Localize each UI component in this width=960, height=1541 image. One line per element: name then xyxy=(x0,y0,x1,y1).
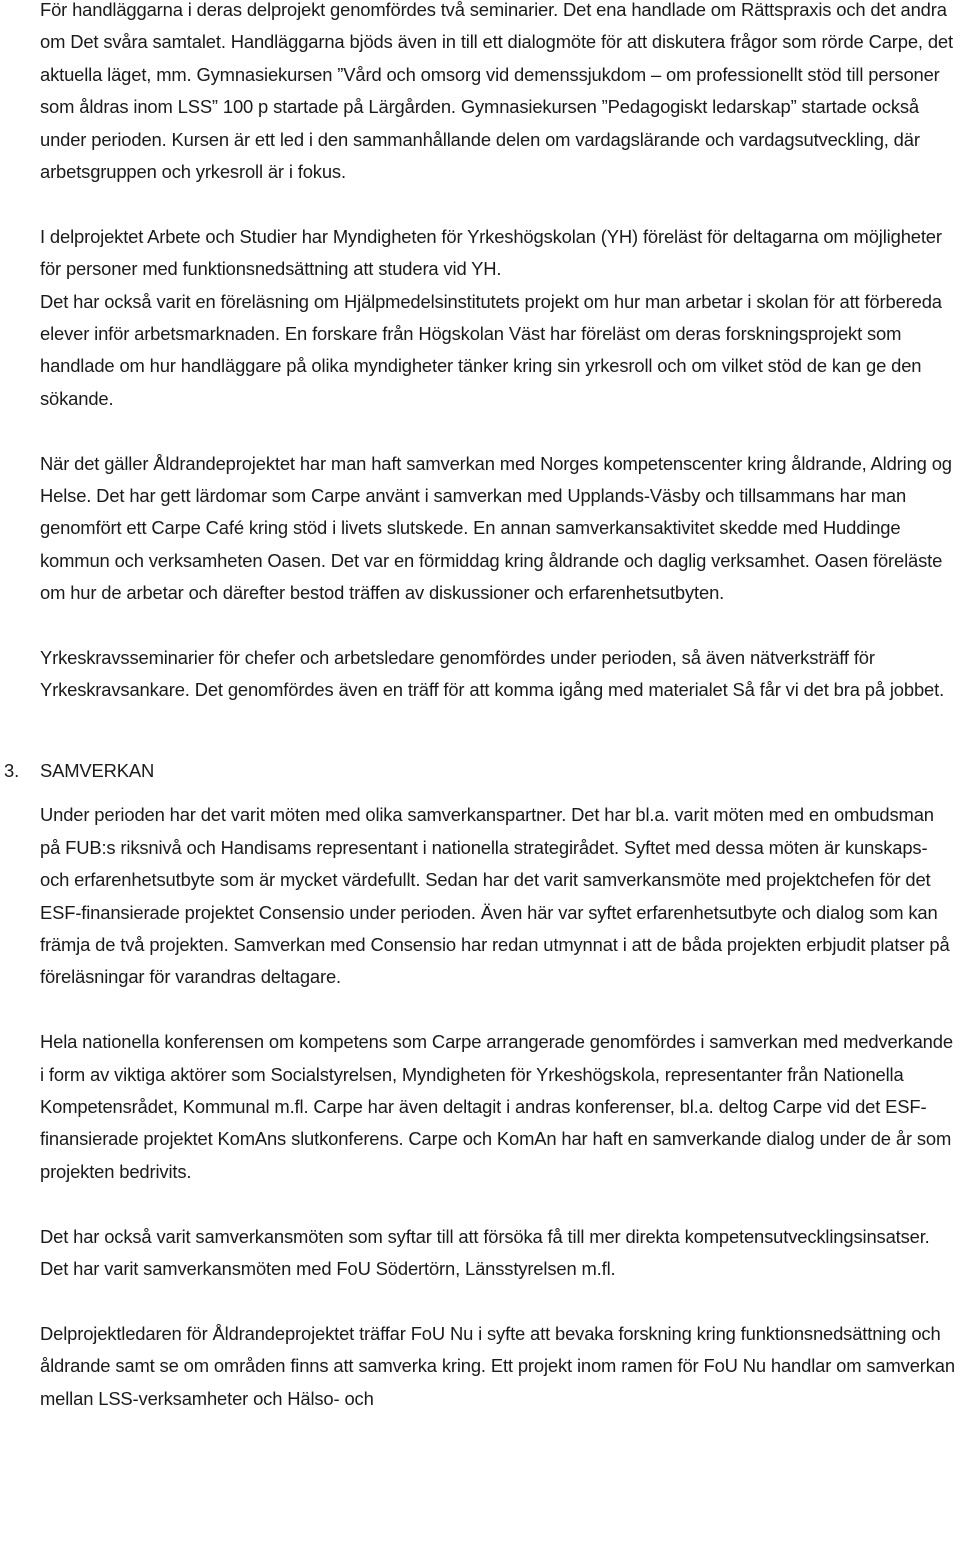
paragraph-collaboration-meetings: Det har också varit samverkansmöten som syftar till att försöka få till mer direkta kompetensutvecklingsinsatser. Det har varit samverkansmöten med FoU Södertörn, Länsstyrelsen m.fl. xyxy=(40,1225,930,1279)
paragraph-job-requirements: Yrkeskravsseminarier för chefer och arbetsledare genomfördes under perioden, så även nätverksträff för Yrkeskravsankare. Det genomfördes även en träff för att komma igång med materialet Så får vi det bra på jobbet. xyxy=(40,647,945,701)
paragraph-conference: Hela nationella konferensen om kompetens som Carpe arrangerade genomfördes i samverkan med medverkande i form av viktiga aktörer som Socialstyrelsen, Myndigheten för Yrkeshögskola, representanter från Nationella Kompetensrådet, Kommunal m.fl. Carpe har även deltagit i andras konferenser, bl.a. deltog Carpe vid det ESF-finansierade projektet KomAns slutkonferens. Carpe och KomAn har haft en samverkande dialog under de år som projekten bedrivits. xyxy=(40,1031,953,1182)
section-number: 3. xyxy=(4,759,20,781)
document-page xyxy=(4,0,958,1447)
paragraph-fou-nu: Delprojektledaren för Åldrandeprojektet träffar FoU Nu i syfte att bevaka forskning kring funktionsnedsättning och åldrande samt se om områden finns att samverka kring. Ett projekt inom ramen för FoU Nu handlar om samverkan mellan LSS-verksamheter och Hälso- och xyxy=(40,1322,955,1409)
paragraph-aging-project: När det gäller Åldrandeprojektet har man haft samverkan med Norges kompetenscenter kring åldrande, Aldring og Helse. Det har gett lärdomar som Carpe använt i samverkan med Upplands-Väsby och tillsammans har man genomfört ett Carpe Café kring stöd i livets slutskede. En annan samverkansaktivitet skedde med Huddinge kommun och verksamheten Oasen. Det var en förmiddag kring åldrande och daglig verksamhet. Oasen föreläste om hur de arbetar och därefter bestod träffen av diskussioner och erfarenhetsutbyten. xyxy=(40,452,952,604)
section-title: SAMVERKAN xyxy=(40,759,155,781)
paragraph-partners: Under perioden har det varit möten med olika samverkanspartner. Det har bl.a. varit möten med en ombudsman på FUB:s riksnivå och Handisams representant i nationella strategirådet. Syftet med dessa möten är kunskaps- och erfarenhetsutbyte som är mycket värdefullt. Sedan har det varit samverkansmöte med projektchefen för det ESF-finansierade projektet Consensio under perioden. Även här var syftet erfarenhetsutbyte och dialog som kan främja de två projekten. Samverkan med Consensio har redan utmynnat i att de båda projekten erbjudit platser på föreläsningar för varandras deltagare. xyxy=(40,804,950,988)
paragraph-work-and-studies: I delprojektet Arbete och Studier har Myndigheten för Yrkeshögskolan (YH) föreläst för deltagarna om möjligheter för personer med funktionsnedsättning att studera vid YH. xyxy=(40,225,942,280)
section-heading xyxy=(4,755,958,787)
paragraph-seminars: För handläggarna i deras delprojekt genomfördes två seminarier. Det ena handlade om Rättspraxis och det andra om Det svåra samtalet. Handläggarna bjöds även in till ett dialogmöte för att diskutera frågor som rörde Carpe, det aktuella läget, mm. Gymnasiekursen ”Vård och omsorg vid demenssjukdom – om professionellt stöd till personer som åldras inom LSS” 100 p startade på Lärgården. Gymnasiekursen ”Pedagogiskt ledarskap” startade också under perioden. Kursen är ett led i den sammanhållande delen om vardagslärande och vardagsutveckling, där arbetsgruppen och yrkesroll är i fokus. xyxy=(40,0,953,183)
paragraph-lecture: Det har också varit en föreläsning om Hjälpmedelsinstitutets projekt om hur man arbetar i skolan för att förbereda elever inför arbetsmarknaden. En forskare från Högskolan Väst har föreläst om deras forskningsprojekt som handlade om hur handläggare på olika myndigheter tänker kring sin yrkesroll och om vilket stöd de kan ge den sökande. xyxy=(40,290,942,409)
